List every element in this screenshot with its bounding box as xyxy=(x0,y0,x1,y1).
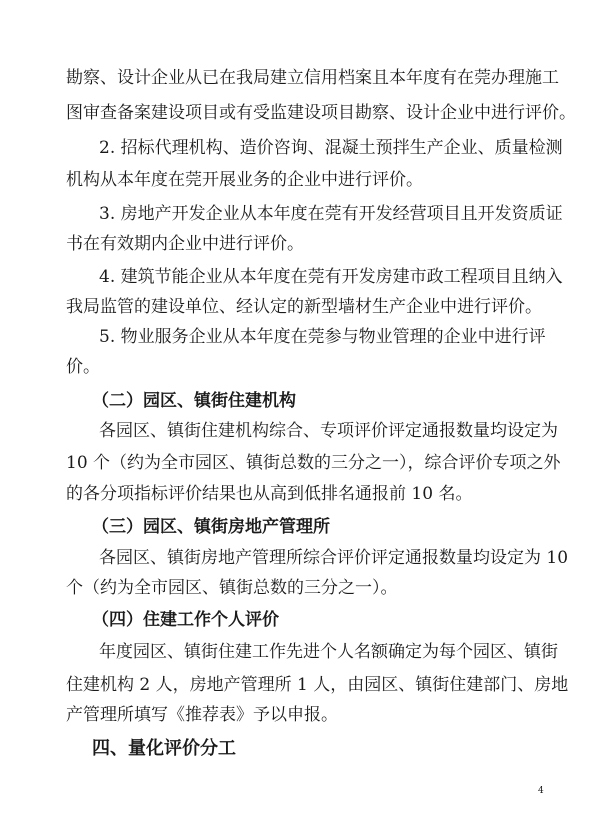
paragraph-line: 住建机构 2 人，房地产管理所 1 人，由园区、镇街住建部门、房地 xyxy=(66,675,569,695)
paragraph-line: 2. 招标代理机构、造价咨询、混凝土预拌生产企业、质量检测 xyxy=(99,138,563,158)
section-heading: （二）园区、镇街住建机构 xyxy=(92,391,296,411)
paragraph-line: 10 个（约为全市园区、镇街总数的三分之一），综合评价专项之外 xyxy=(66,453,561,473)
paragraph-line: 5. 物业服务企业从本年度在莞参与物业管理的企业中进行评 xyxy=(99,327,546,347)
section-heading: （四）住建工作个人评价 xyxy=(92,610,279,630)
paragraph-line: 各园区、镇街房地产管理所综合评价评定通报数量均设定为 10 xyxy=(99,548,569,568)
paragraph-line: 4. 建筑节能企业从本年度在莞有开发房建市政工程项目且纳入 xyxy=(99,267,563,287)
paragraph-line: 价。 xyxy=(66,357,100,377)
paragraph-line: 个（约为全市园区、镇街总数的三分之一）。 xyxy=(66,578,398,598)
paragraph-line: 年度园区、镇街住建工作先进个人名额确定为每个园区、镇街 xyxy=(99,642,558,662)
paragraph-line: 勘察、设计企业从已在我局建立信用档案且本年度有在莞办理施工 xyxy=(66,68,559,88)
paragraph-line: 图审查备案建设项目或有受监建设项目勘察、设计企业中进行评价。 xyxy=(66,103,576,123)
paragraph-line: 各园区、镇街住建机构综合、专项评价评定通报数量均设定为 xyxy=(99,421,558,441)
paragraph-line: 的各分项指标评价结果也从高到低排名通报前 10 名。 xyxy=(66,484,473,504)
paragraph-line: 机构从本年度在莞开展业务的企业中进行评价。 xyxy=(66,170,423,190)
chapter-heading: 四、量化评价分工 xyxy=(92,738,236,759)
page-number: 4 xyxy=(538,786,544,796)
section-heading: （三）园区、镇街房地产管理所 xyxy=(92,517,330,537)
paragraph-line: 我局监管的建设单位、经认定的新型墙材生产企业中进行评价。 xyxy=(66,297,542,317)
paragraph-line: 书在有效期内企业中进行评价。 xyxy=(66,234,304,254)
paragraph-line: 3. 房地产开发企业从本年度在莞有开发经营项目且开发资质证 xyxy=(99,204,563,224)
paragraph-line: 产管理所填写《推荐表》予以申报。 xyxy=(66,705,338,725)
